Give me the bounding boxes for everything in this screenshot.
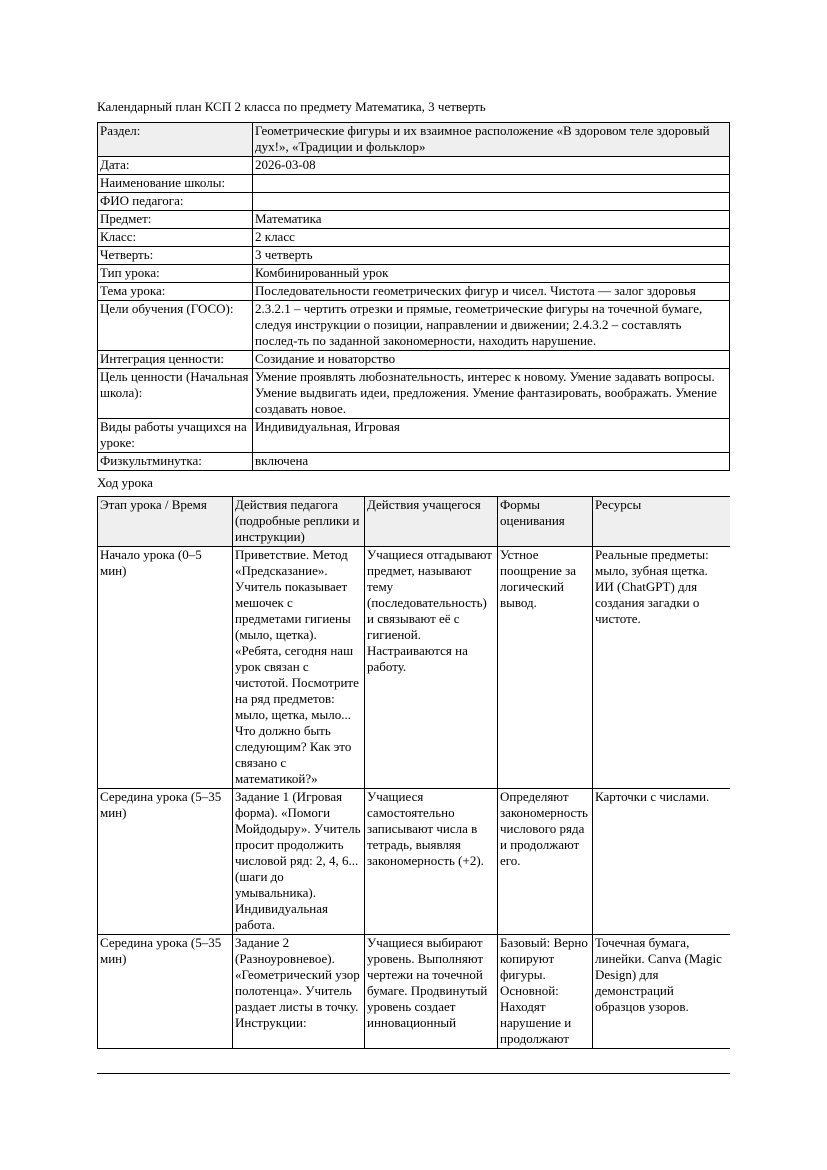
assessment-cell: Определяют закономерность числового ряда и продолжают его. [498, 789, 593, 935]
info-label: Четверть: [98, 247, 253, 265]
info-label: Наименование школы: [98, 175, 253, 193]
info-value: Геометрические фигуры и их взаимное расположение «В здоровом теле здоровый дух!», «Традиции и фольклор» [253, 123, 730, 157]
info-label: Тип урока: [98, 265, 253, 283]
assessment-cell: Базовый: Верно копируют фигуры. Основной: Находят нарушение и продолжают [498, 935, 593, 1049]
student-actions-cell: Учащиеся выбирают уровень. Выполняют чертежи на точечной бумаге. Продвинутый уровень создает инновационный [365, 935, 498, 1049]
info-value: Умение проявлять любознательность, интерес к новому. Умение задавать вопросы. Умение выдвигать идеи, предложения. Умение фантазировать, воображать. Умение создавать новое. [253, 369, 730, 419]
info-label: Тема урока: [98, 283, 253, 301]
info-label: Дата: [98, 157, 253, 175]
info-row-value-goal [98, 369, 730, 419]
info-row-school [98, 175, 730, 193]
teacher-actions-cell: Задание 2 (Разноуровневое). «Геометрический узор полотенца». Учитель раздает листы в точку. Инструкции: [233, 935, 365, 1049]
resources-cell: Реальные предметы: мыло, зубная щетка. ИИ (ChatGPT) для создания загадки о чистоте. [593, 547, 731, 789]
column-header-teacher-actions: Действия педагога (подробные реплики и инструкции) [233, 497, 365, 547]
info-value: Математика [253, 211, 730, 229]
info-label: Физкультминутка: [98, 453, 253, 471]
student-actions-cell: Учащиеся отгадывают предмет, называют тему (последовательность) и связывают её с гигиеной. Настраиваются на работу. [365, 547, 498, 789]
stage-cell: Середина урока (5–35 мин) [98, 935, 233, 1049]
resources-cell: Точечная бумага, линейки. Canva (Magic Design) для демонстраций образцов узоров. [593, 935, 731, 1049]
lesson-header-row [98, 497, 731, 547]
info-value: включена [253, 453, 730, 471]
info-value: Комбинированный урок [253, 265, 730, 283]
info-label: Цели обучения (ГОСО): [98, 301, 253, 351]
info-value: 2 класс [253, 229, 730, 247]
lesson-table-clipped-region [97, 496, 730, 1074]
info-value: 3 четверть [253, 247, 730, 265]
teacher-actions-cell: Задание 1 (Игровая форма). «Помоги Мойдодыру». Учитель просит продолжить числовой ряд: 2, 4, 6... (шаги до умывальника). Индивидуальная работа. [233, 789, 365, 935]
info-row-work-types [98, 419, 730, 453]
info-label: Класс: [98, 229, 253, 247]
info-row-class [98, 229, 730, 247]
resources-cell: Карточки с числами. [593, 789, 731, 935]
info-label: ФИО педагога: [98, 193, 253, 211]
column-header-student-actions: Действия учащегося [365, 497, 498, 547]
lesson-row-start [98, 547, 731, 789]
info-row-date [98, 157, 730, 175]
column-header-assessment: Формы оценивания [498, 497, 593, 547]
column-header-stage: Этап урока / Время [98, 497, 233, 547]
assessment-cell: Устное поощрение за логический вывод. [498, 547, 593, 789]
info-row-lesson-type [98, 265, 730, 283]
info-value: Созидание и новаторство [253, 351, 730, 369]
info-row-subject [98, 211, 730, 229]
info-value: Индивидуальная, Игровая [253, 419, 730, 453]
info-value: 2026-03-08 [253, 157, 730, 175]
student-actions-cell: Учащиеся самостоятельно записывают числа в тетрадь, выявляя закономерность (+2). [365, 789, 498, 935]
info-value [253, 175, 730, 193]
info-label: Предмет: [98, 211, 253, 229]
info-row-lesson-topic [98, 283, 730, 301]
info-value: 2.3.2.1 – чертить отрезки и прямые, геометрические фигуры на точечной бумаге, следуя инструкции о позиции, направлении и движении; 2.4.3.2 – составлять послед-ть по заданной закономерности, находить нарушение. [253, 301, 730, 351]
info-row-quarter [98, 247, 730, 265]
document-title: Календарный план КСП 2 класса по предмету Математика, 3 четверть [97, 99, 486, 114]
teacher-actions-cell: Приветствие. Метод «Предсказание». Учитель показывает мешочек с предметами гигиены (мыло, щетка). «Ребята, сегодня наш урок связан с чистотой. Посмотрите на ряд предметов: мыло, щетка, мыло... Что должно быть следующим? Как это связано с математикой?» [233, 547, 365, 789]
lesson-table [97, 496, 730, 1049]
stage-cell: Начало урока (0–5 мин) [98, 547, 233, 789]
document-page [97, 99, 730, 1074]
info-label: Раздел: [98, 123, 253, 157]
info-value [253, 193, 730, 211]
lesson-row-middle-1 [98, 789, 731, 935]
column-header-resources: Ресурсы [593, 497, 731, 547]
info-row-physical-break [98, 453, 730, 471]
stage-cell: Середина урока (5–35 мин) [98, 789, 233, 935]
info-row-learning-goals [98, 301, 730, 351]
section-heading: Ход урока [97, 475, 153, 490]
info-table [97, 122, 730, 471]
info-row-section [98, 123, 730, 157]
info-value: Последовательности геометрических фигур и чисел. Чистота — залог здоровья [253, 283, 730, 301]
info-label: Цель ценности (Начальная школа): [98, 369, 253, 419]
info-label: Интеграция ценности: [98, 351, 253, 369]
info-label: Виды работы учащихся на уроке: [98, 419, 253, 453]
lesson-row-middle-2 [98, 935, 731, 1049]
info-row-values-integration [98, 351, 730, 369]
info-row-teacher-name [98, 193, 730, 211]
